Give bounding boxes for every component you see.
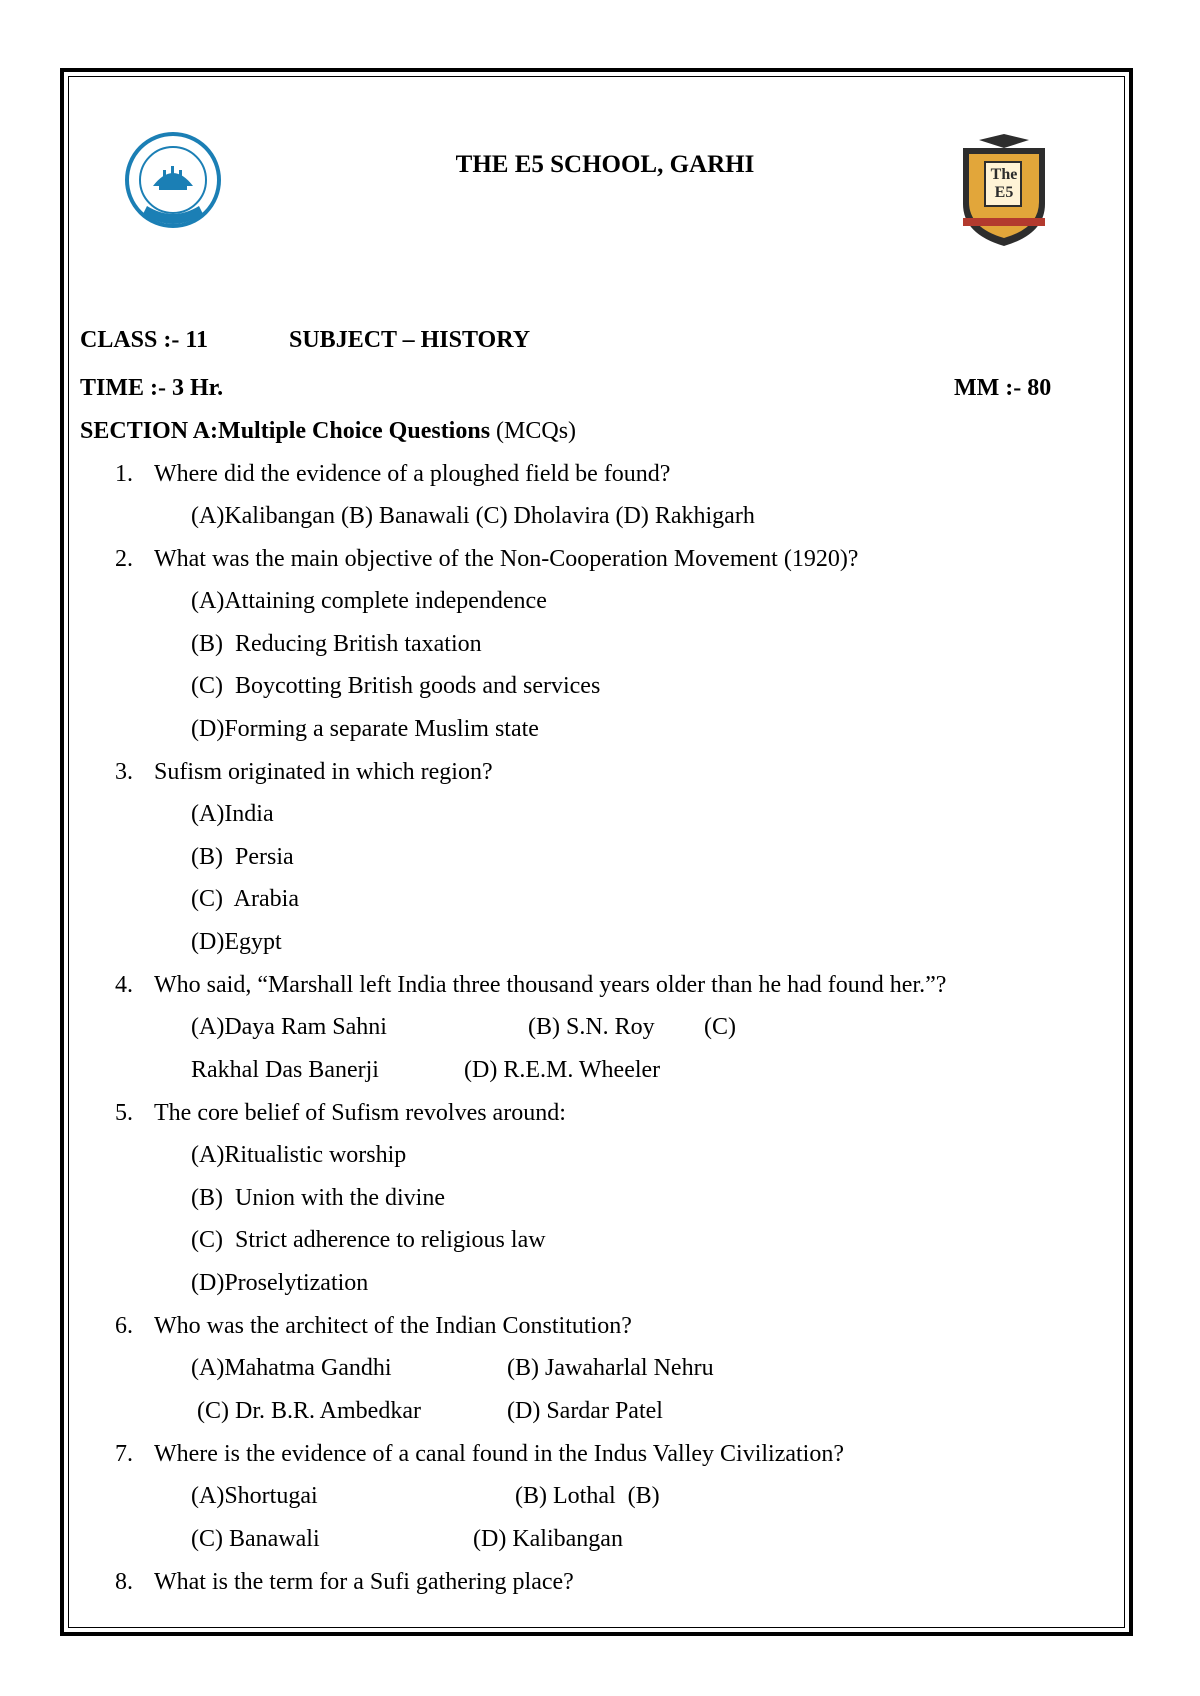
question-text: Who said, “Marshall left India three thousand years older than he had found her.”? (154, 972, 947, 998)
question-number: 2. (115, 546, 133, 572)
section-title (80, 416, 576, 446)
question-text: Where did the evidence of a ploughed field be found? (154, 461, 671, 487)
question-number: 1. (115, 461, 133, 487)
question-number: 8. (115, 1569, 133, 1595)
section-title-main: SECTION A:Multiple Choice Questions (80, 418, 491, 444)
question-option: (A)Attaining complete independence (191, 588, 547, 614)
question-text: What was the main objective of the Non-Cooperation Movement (1920)? (154, 546, 859, 572)
question-option: Rakhal Das Banerji (191, 1057, 379, 1083)
question-option: (B) Persia (191, 844, 294, 870)
question-option: (A)Mahatma Gandhi (191, 1355, 392, 1381)
max-marks-label: MM :- 80 (954, 375, 1052, 401)
question-number: 5. (115, 1100, 133, 1126)
question-option: (A)India (191, 801, 274, 827)
question-option: (D) R.E.M. Wheeler (464, 1057, 661, 1083)
question-option: (B) S.N. Roy (528, 1014, 655, 1040)
question-text: Sufism originated in which region? (154, 759, 493, 785)
question-option: (B) Lothal (B) (515, 1483, 660, 1509)
question-option: (D)Proselytization (191, 1270, 369, 1296)
question-option: (A)Ritualistic worship (191, 1142, 407, 1168)
cbse-emblem-icon (123, 130, 223, 236)
question-option: (B) Jawaharlal Nehru (507, 1355, 714, 1381)
question-number: 6. (115, 1313, 133, 1339)
question-option: (B) Reducing British taxation (191, 631, 482, 657)
school-name: THE E5 SCHOOL, GARHI (455, 151, 755, 178)
question-option: (C) Strict adherence to religious law (191, 1227, 546, 1253)
question-option: (D) Sardar Patel (507, 1398, 663, 1424)
question-option: (D)Forming a separate Muslim state (191, 716, 539, 742)
school-logo-text: The E5 (990, 166, 1018, 201)
time-label: TIME :- 3 Hr. (80, 375, 224, 401)
question-option: (A)Daya Ram Sahni (191, 1014, 387, 1040)
question-option: (A)Shortugai (191, 1483, 318, 1509)
question-option: (B) Union with the divine (191, 1185, 445, 1211)
question-number: 4. (115, 972, 133, 998)
question-option: (C) Boycotting British goods and services (191, 673, 601, 699)
class-label: CLASS :- 11 (80, 327, 209, 353)
question-option: (C) (704, 1014, 736, 1040)
question-number: 3. (115, 759, 133, 785)
question-text: Who was the architect of the Indian Constitution? (154, 1313, 632, 1339)
question-option: (C) Dr. B.R. Ambedkar (197, 1398, 421, 1424)
question-text: The core belief of Sufism revolves around: (154, 1100, 566, 1126)
question-text: What is the term for a Sufi gathering place? (154, 1569, 574, 1595)
question-option: (D)Egypt (191, 929, 282, 955)
question-option: (C) Arabia (191, 886, 299, 912)
question-option: (A)Kalibangan (B) Banawali (C) Dholavira (D) Rakhigarh (191, 503, 755, 529)
question-number: 7. (115, 1441, 133, 1467)
question-option: (C) Banawali (191, 1526, 320, 1552)
question-option: (D) Kalibangan (473, 1526, 623, 1552)
question-text: Where is the evidence of a canal found in the Indus Valley Civilization? (154, 1441, 844, 1467)
section-title-suffix: (MCQs) (490, 418, 577, 444)
subject-label: SUBJECT – HISTORY (289, 327, 531, 353)
